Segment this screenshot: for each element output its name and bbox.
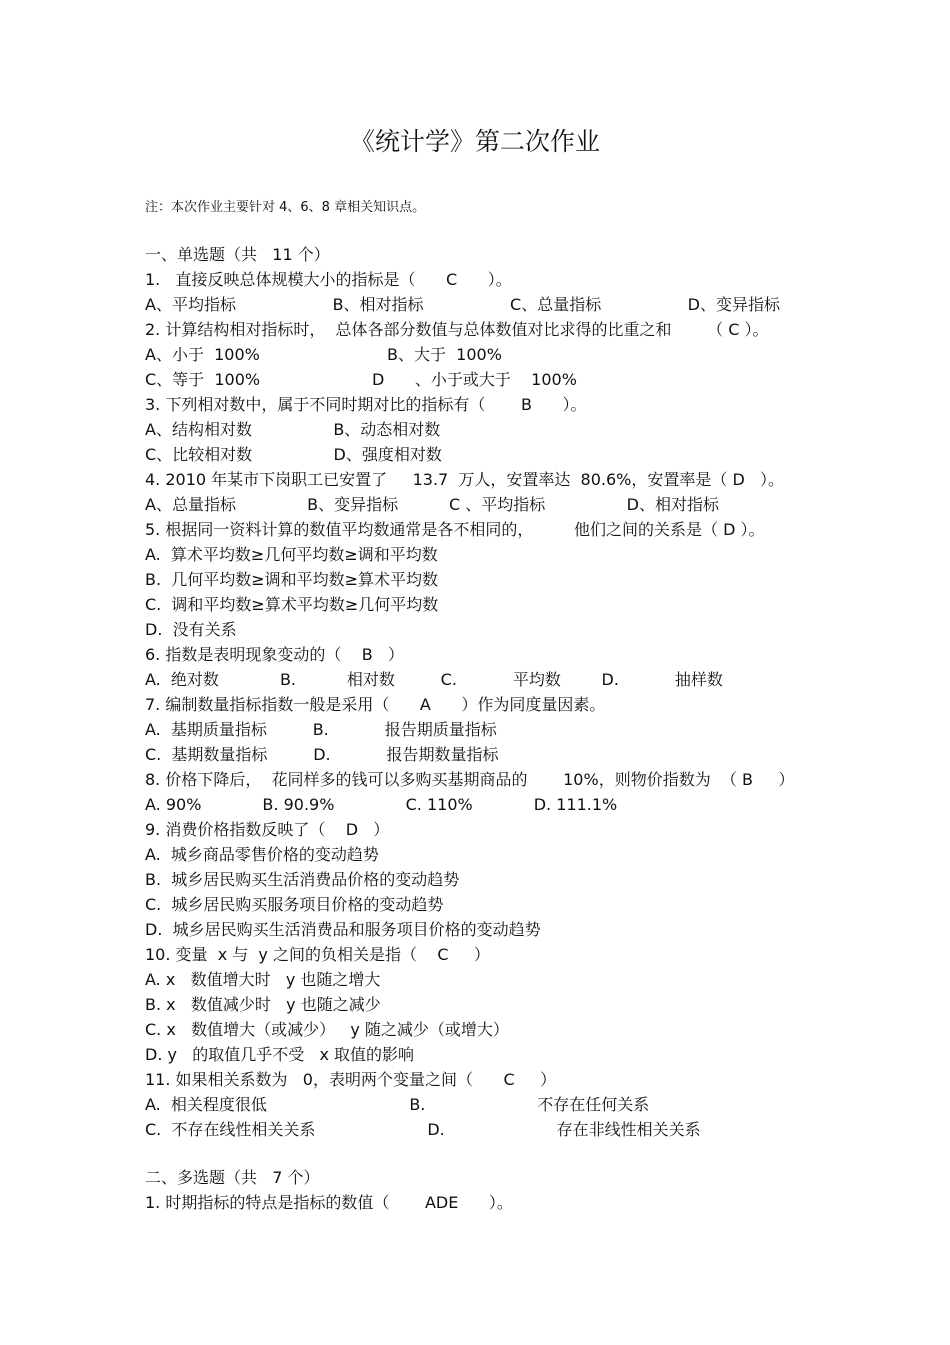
text-line: A. 算术平均数≥几何平均数≥调和平均数 (145, 545, 438, 564)
text-line: 8. 价格下降后， 花同样多的钱可以多购买基期商品的 10%，则物价指数为 （ B ） (145, 770, 795, 789)
text-line: 9. 消费价格指数反映了（ D ） (145, 820, 390, 839)
question-list (145, 267, 825, 1142)
text-line: D. 城乡居民购买生活消费品和服务项目价格的变动趋势 (145, 920, 541, 939)
text-line: D. 没有关系 (145, 620, 237, 639)
text-line: C. 基期数量指标 D. 报告期数量指标 (145, 745, 499, 764)
text-line: C. 城乡居民购买服务项目价格的变动趋势 (145, 895, 444, 914)
text-line: C. 调和平均数≥算术平均数≥几何平均数 (145, 595, 439, 614)
text-line: 1. 直接反映总体规模大小的指标是（ C ）。 (145, 270, 512, 289)
text-line: A. 城乡商品零售价格的变动趋势 (145, 845, 379, 864)
section-multiple-choice (145, 1165, 825, 1215)
assignment-note: 注：本次作业主要针对 4、6、8 章相关知识点。 (145, 200, 426, 215)
text-line: 4. 2010 年某市下岗职工已安置了 13.7 万人，安置率达 80.6%，安置率是（ D ）。 (145, 470, 785, 489)
text-line: 5. 根据同一资料计算的数值平均数通常是各不相同的， 他们之间的关系是（ D ）。 (145, 520, 765, 539)
text-line: B. 几何平均数≥调和平均数≥算术平均数 (145, 570, 439, 589)
section-heading: 一、单选题（共 11 个） (145, 245, 330, 264)
text-line: D. y 的取值几乎不受 x 取值的影响 (145, 1045, 415, 1064)
question-list (145, 1190, 825, 1215)
section-single-choice (145, 242, 825, 1142)
text-line: 11. 如果相关系数为 0，表明两个变量之间（ C ） (145, 1070, 557, 1089)
text-line: 3. 下列相对数中，属于不同时期对比的指标有（ B ）。 (145, 395, 587, 414)
text-line: 2. 计算结构相对指标时， 总体各部分数值与总体数值对比求得的比重之和 （ C ）。 (145, 320, 769, 339)
text-line: A. 基期质量指标 B. 报告期质量指标 (145, 720, 497, 739)
text-line: A、小于 100% B、大于 100% (145, 345, 502, 364)
section-heading: 二、多选题（共 7 个） (145, 1168, 320, 1187)
page-title: 《统计学》第二次作业 (349, 127, 600, 156)
text-line: A. 相关程度很低 B. 不存在任何关系 (145, 1095, 650, 1114)
text-line: C. 不存在线性相关关系 D. 存在非线性相关关系 (145, 1120, 701, 1139)
text-line: C、比较相对数 D、强度相对数 (145, 445, 442, 464)
text-line: A、平均指标 B、相对指标 C、总量指标 D、变异指标 (145, 295, 780, 314)
text-line: C、等于 100% D 、小于或大于 100% (145, 370, 577, 389)
text-line: 7. 编制数量指标指数一般是采用（ A ）作为同度量因素。 (145, 695, 606, 714)
text-line: A. 绝对数 B. 相对数 C. 平均数 D. 抽样数 (145, 670, 723, 689)
text-line: B. 城乡居民购买生活消费品价格的变动趋势 (145, 870, 460, 889)
text-line: A、总量指标 B、变异指标 C 、平均指标 D、相对指标 (145, 495, 719, 514)
text-line: A. x 数值增大时 y 也随之增大 (145, 970, 381, 989)
text-line: A. 90% B. 90.9% C. 110% D. 111.1% (145, 795, 618, 814)
text-line: A、结构相对数 B、动态相对数 (145, 420, 441, 439)
text-line: 1. 时期指标的特点是指标的数值（ ADE ）。 (145, 1193, 513, 1212)
text-line: B. x 数值减少时 y 也随之减少 (145, 995, 381, 1014)
text-line: 10. 变量 x 与 y 之间的负相关是指（ C ） (145, 945, 490, 964)
text-line: 6. 指数是表明现象变动的（ B ） (145, 645, 404, 664)
text-line: C. x 数值增大（或减少） y 随之减少（或增大） (145, 1020, 509, 1039)
